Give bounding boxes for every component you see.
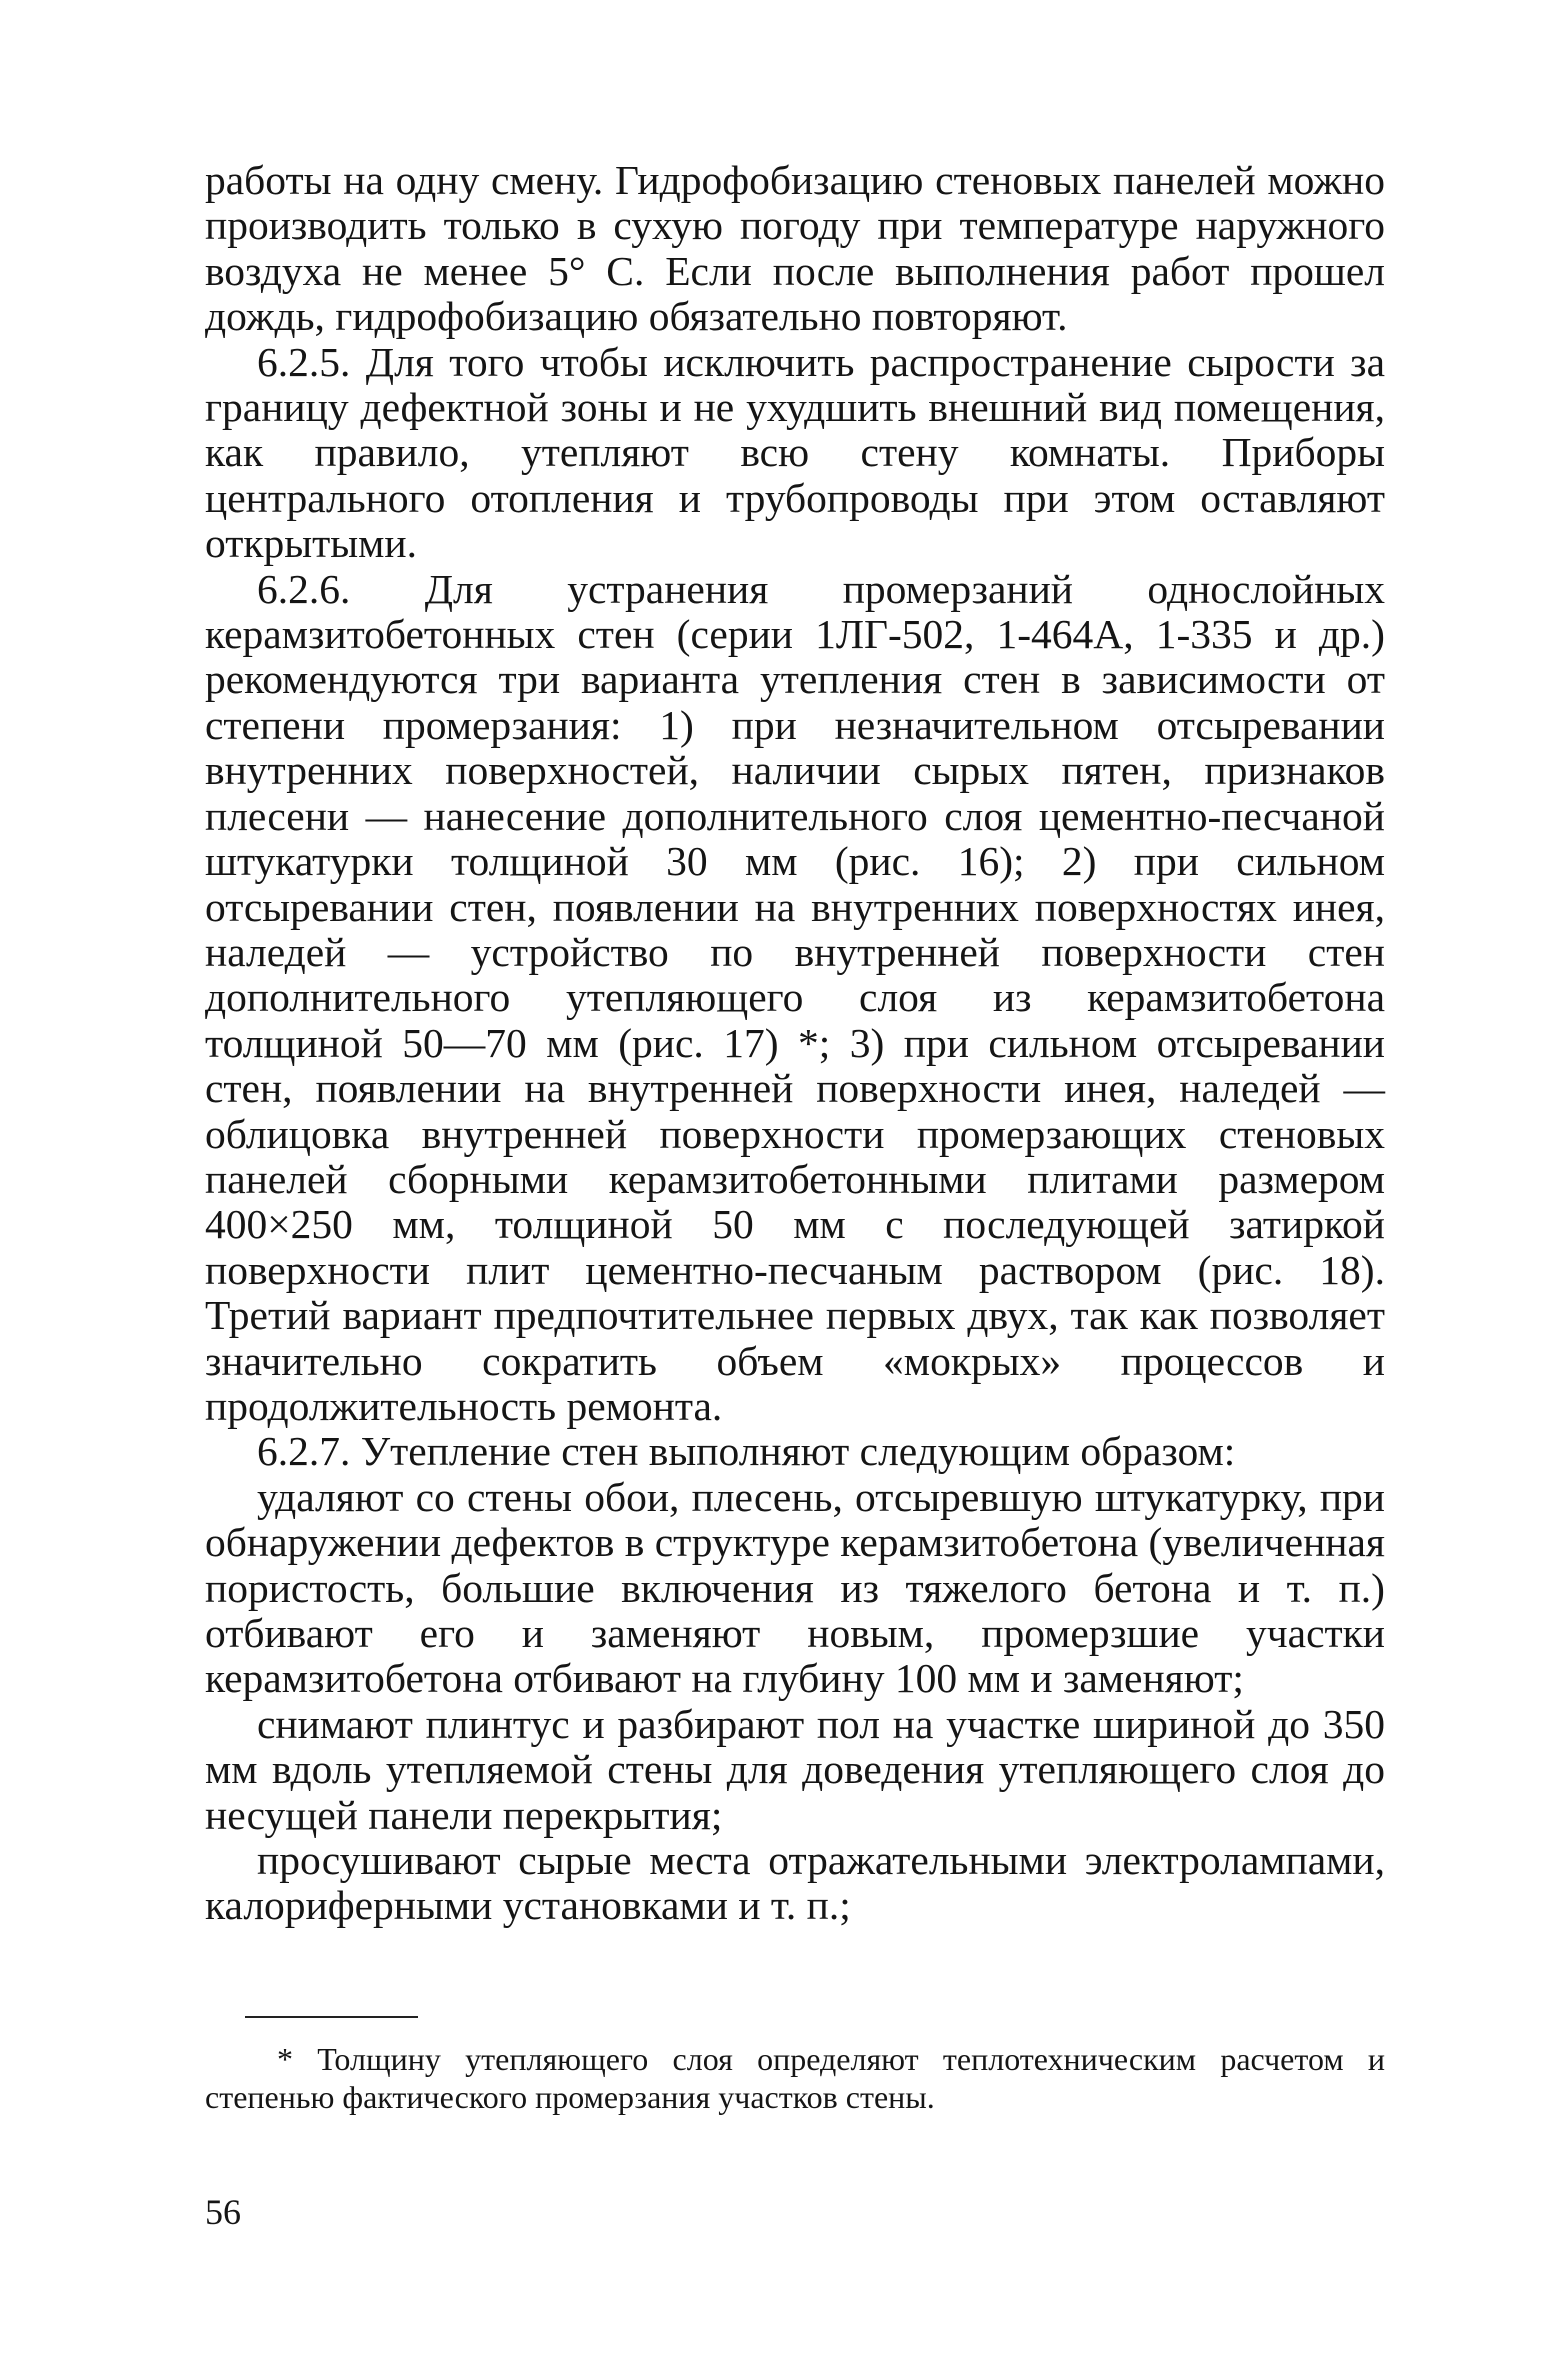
paragraph-6-2-7: 6.2.7. Утепление стен выполняют следующим образом:: [257, 1428, 1236, 1475]
paragraph-continuation: работы на одну смену. Гидрофобизацию стеновых панелей можно производить только в сухую погоду при температуре наружного воздуха не менее 5° С. Если после выполнения работ прошел дождь, гидрофобизацию обязательно повторяют.: [205, 157, 1385, 340]
book-page: [205, 157, 1385, 2232]
paragraph-6-2-6: 6.2.6. Для устранения промерзаний однослойных керамзитобетонных стен (серии 1ЛГ-502, 1-464А, 1-335 и др.) рекомендуются три варианта утепления стен в зависимости от степени промерзания: 1) при незначительном отсыревании внутренних поверхностей, наличии сырых пятен, признаков плесени — нанесение дополнительного слоя цементно-песчаной штукатурки толщиной 30 мм (рис. 16); 2) при сильном отсыревании стен, появлении на внутренних поверхностях инея, наледей — устройство по внутренней поверхности стен дополнительного утепляющего слоя из керамзитобетона толщиной 50—70 мм (рис. 17) *; 3) при сильном отсыревании стен, появлении на внутренней поверхности инея, наледей — облицовка внутренней поверхности промерзающих стеновых панелей сборными керамзитобетонными плитами размером 400×250 мм, толщиной 50 мм с последующей затиркой поверхности плит цементно-песчаным раствором (рис. 18). Третий вариант предпочтительнее первых двух, так как позволяет значительно сократить объем «мокрых» процессов и продолжительность ремонта.: [205, 565, 1385, 1429]
paragraph-step-remove-floor: снимают плинтус и разбирают пол на участке шириной до 350 мм вдоль утепляемой стены для доведения утепляющего слоя до несущей панели перекрытия;: [205, 1700, 1385, 1838]
paragraph-6-2-5: 6.2.5. Для того чтобы исключить распространение сырости за границу дефектной зоны и не ухудшить внешний вид помещения, как правило, утепляют всю стену комнаты. Приборы центрального отопления и трубопроводы при этом оставляют открытыми.: [205, 338, 1385, 567]
paragraph-step-remove-wallpaper: удаляют со стены обои, плесень, отсыревшую штукатурку, при обнаружении дефектов в структуре керамзитобетона (увеличенная пористость, большие включения из тяжелого бетона и т. п.) отбивают его и заменяют новым, промерзшие участки керамзитобетона отбивают на глубину 100 мм и заменяют;: [205, 1473, 1385, 1702]
footnote-divider: [245, 2016, 418, 2018]
footnote: * Толщину утепляющего слоя определяют теплотехническим расчетом и степенью фактического промерзания участков стены.: [205, 2041, 1385, 2115]
page-number: 56: [205, 2192, 241, 2232]
main-text: [205, 158, 1385, 1929]
paragraph-step-dry: просушивают сырые места отражательными электролампами, калориферными установками и т. п.;: [205, 1837, 1385, 1929]
